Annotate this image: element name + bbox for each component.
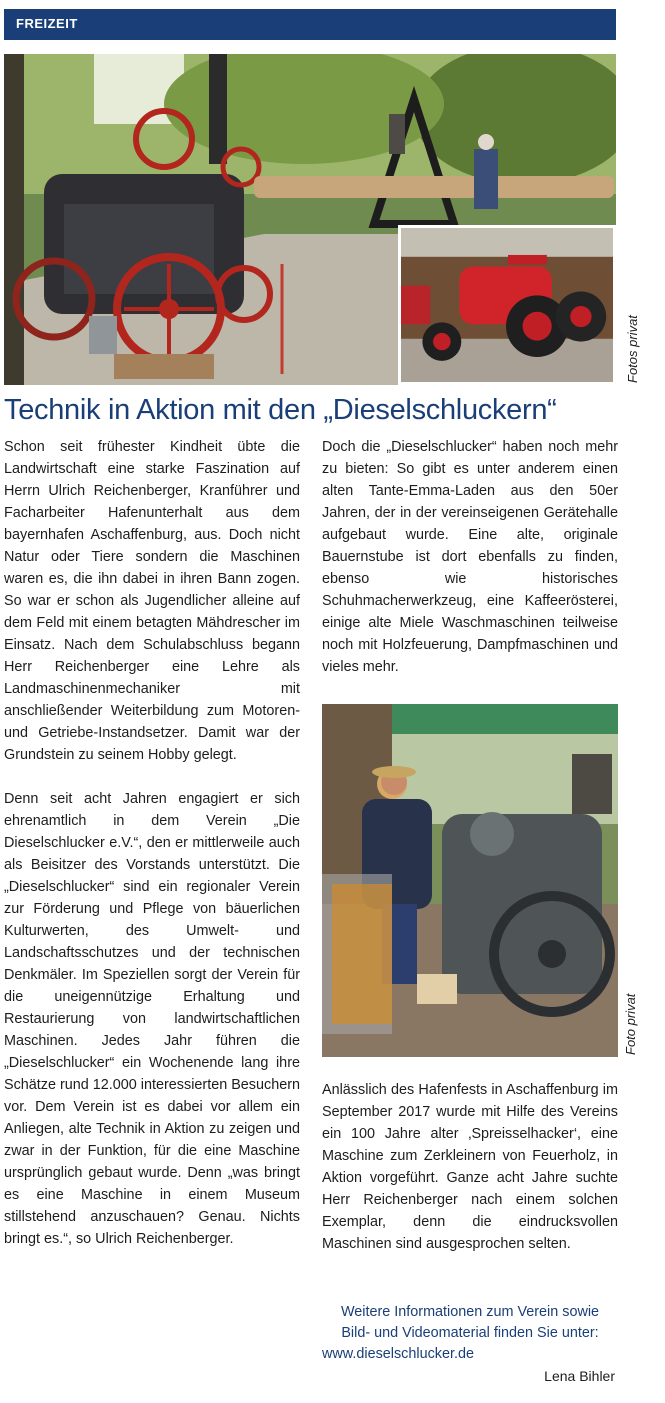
info-line-1: Weitere Informationen zum Verein sowie <box>340 1304 600 1320</box>
article-headline: Technik in Aktion mit den „Dieselschluckern“ <box>4 394 557 426</box>
body-paragraph: Doch die „Dieselschlucker“ haben noch mehr zu bieten: So gibt es unter anderem einen alten Tante-Emma-Laden aus den 50er Jahren, der in der vereinseigenen Gerätehalle aufgebaut wurde. Eine alte, originale Bauernstube ist dort ebenfalls zu finden, ebenso wie historisches Schuhmacherwerkzeug, eine Kaffeerösterei, einige alte Miele Waschmaschinen teilweise noch mit Holzfeuerung, Dampfmaschinen und vieles mehr. <box>322 439 618 675</box>
website-link[interactable]: www.dieselschlucker.de <box>322 1346 474 1362</box>
right-column-top <box>322 436 618 678</box>
body-paragraph: Anlässlich des Hafenfests in Aschaffenburg im September 2017 wurde mit Hilfe des Vereins ein 100 Jahre alter ‚Spreisselhacker‘, eine Maschine zum Zerkleinern von Feuerholz, in Aktion vorgeführt. Ganze acht Jahre suchte Herr Reichenberger nach einem solchen Exemplar, denn die eindrucksvollen Maschinen sind ausgesprochen selten. <box>322 1082 618 1252</box>
body-paragraph: Schon seit frühester Kindheit übte die Landwirtschaft eine starke Faszination auf Herrn Ulrich Reichenberger, Kranführer und Facharbeiter Hafenunterhalt aus dem bayernhafen Aschaffenburg, aus. Doch nicht Natur oder Tiere sondern die Maschinen waren es, die ihn dabei in ihren Bann zogen. So war er schon als Jugendlicher alleine auf dem Feld mit einem betagten Mähdrescher im Einsatz. Nach dem Schulabschluss begann Herr Reichenberger eine Lehre als Landmaschinenmechaniker mit anschließender Weiterbildung zum Motoren- und Getriebe-Instandsetzer. Damit war der Grundstein zu seinem Hobby gelegt. <box>4 439 300 763</box>
info-line-2: Bild- und Videomaterial finden Sie unter: <box>341 1325 599 1341</box>
section-header-bar <box>4 9 616 40</box>
body-paragraph: Denn seit acht Jahren engagiert er sich ehrenamtlich in dem Verein „Die Dieselschlucker e.V.“, den er mittlerweile auch als Beisitzer des Vorstands unterstützt. Die „Dieselschlucker“ sind ein regionaler Verein zur Förderung und Pflege von bäuerlichen Kulturwerten, des Umwelt- und Landschaftsschutzes und der technischen Denkmäler. Im Speziellen sorgt der Verein für die uneigennützige Erhaltung und Restaurierung von landwirtschaftlichen Maschinen. Jedes Jahr führen die „Dieselschlucker“ ein Wochenende lang ihre Schätze rund 12.000 interessierten Besuchern vor. Dem Verein ist es dabei vor allem ein Anliegen, alte Technik in Aktion zu zeigen und zwar in der Funktion, für die eine Maschine ursprünglich gebaut wurde. Denn „was bringt es eine Maschine in einem Museum stillstehend anzuschauen? Genau. Nichts bringt es.“, so Ulrich Reichenberger. <box>4 791 300 1247</box>
section-label: FREIZEIT <box>16 16 78 31</box>
red-tractor-photo <box>398 225 616 385</box>
right-column-bottom <box>322 1079 618 1255</box>
left-column <box>4 436 300 1250</box>
photo-credit-top: Fotos privat <box>625 315 640 383</box>
wood-splitter-photo <box>322 704 618 1057</box>
info-box <box>322 1302 618 1365</box>
photo-credit-bottom: Foto privat <box>623 993 638 1055</box>
author-name: Lena Bihler <box>544 1368 615 1384</box>
